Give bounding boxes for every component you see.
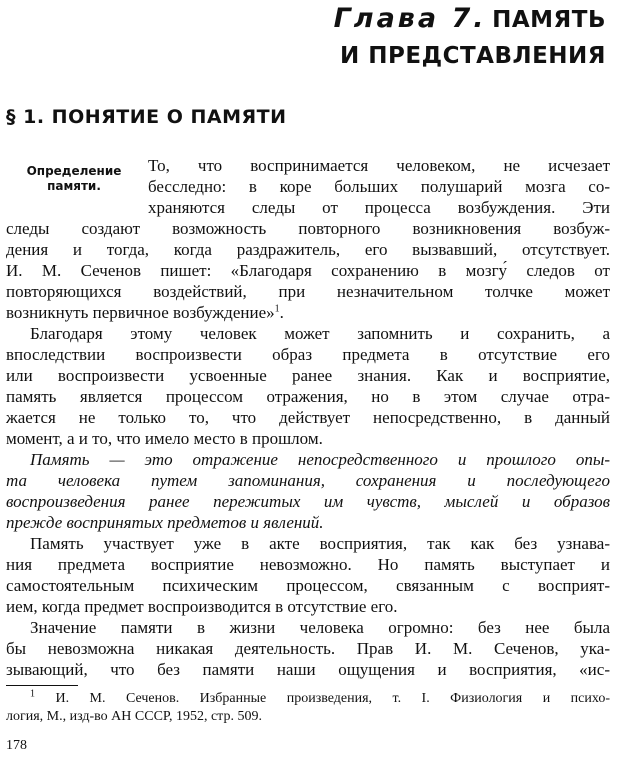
marginal-note-line1: Определение bbox=[26, 164, 122, 178]
footnote-line bbox=[6, 690, 610, 708]
text-line: впоследствии воспроизвести образ предмета в отсутствие его bbox=[6, 345, 610, 364]
chapter-heading bbox=[334, 2, 606, 73]
section-title: § 1. ПОНЯТИЕ О ПАМЯТИ bbox=[6, 106, 287, 128]
text-line: та человека путем запоминания, сохранения и последующего bbox=[6, 471, 610, 490]
footnote-divider bbox=[6, 685, 78, 686]
text-line: самостоятельным психическим процессом, связанным с восприят- bbox=[6, 576, 610, 595]
text-line: дения и тогда, когда раздражитель, его вызвавший, отсутствует. bbox=[6, 240, 610, 259]
text-line: ием, когда предмет воспроизводится в отсутствие его. bbox=[6, 597, 398, 616]
text-line: или воспроизвести усвоенные ранее знания. Как и восприятие, bbox=[6, 366, 610, 385]
footnote-mark: 1 bbox=[30, 688, 35, 700]
text-line: храняются следы от процесса возбуждения. Эти bbox=[148, 198, 610, 217]
text-line: момент, а и то, что имело место в прошлом. bbox=[6, 429, 323, 448]
paragraph-4 bbox=[6, 533, 610, 617]
chapter-label: Глава 7. bbox=[333, 3, 487, 34]
text-line: Память участвует уже в акте восприятия, так как без узнава- bbox=[30, 534, 610, 553]
text-line: бесследно: в коре больших полушарий мозга со- bbox=[148, 177, 610, 196]
text-line: И. М. Сеченов пишет: «Благодаря сохранению в мозгу́ следов от bbox=[6, 261, 610, 280]
footnote-mark: 1 bbox=[274, 303, 280, 315]
paragraph-2 bbox=[6, 323, 610, 449]
text-line: Значение памяти в жизни человека огромно: без нее была bbox=[30, 618, 610, 637]
text-line: Благодаря этому человек может запомнить и сохранить, а bbox=[30, 324, 610, 343]
text-line bbox=[6, 302, 610, 323]
text-line: повторяющихся воздействий, при незначительном толчке может bbox=[6, 282, 610, 301]
text-line: память является процессом отражения, но в этом случае отра- bbox=[6, 387, 610, 406]
text-line: Память — это отражение непосредственного и прошлого опы- bbox=[30, 450, 610, 469]
footnote bbox=[6, 690, 610, 726]
paragraph-1 bbox=[6, 155, 610, 323]
marginal-note-line2: памяти. bbox=[47, 179, 101, 193]
text-line-end: . bbox=[279, 303, 284, 322]
footnote-line2: логия, М., изд-во АН СССР, 1952, стр. 509. bbox=[6, 709, 262, 724]
page-number: 178 bbox=[6, 738, 27, 753]
text-line: следы создают возможность повторного возникновения возбуж- bbox=[6, 219, 610, 238]
text-line: жается не только то, что действует непосредственно, в данный bbox=[6, 408, 610, 427]
chapter-title-line2: И ПРЕДСТАВЛЕНИЯ bbox=[340, 43, 606, 69]
text-line: То, что воспринимается человеком, не исчезает bbox=[148, 156, 610, 175]
text-line: ния предмета восприятие невозможно. Но память выступает и bbox=[6, 555, 610, 574]
text-line-content: возникнуть первичное возбуждение» bbox=[6, 303, 275, 322]
footnote-line1: И. М. Сеченов. Избранные произведения, т. I. Физиология и психо- bbox=[55, 691, 610, 706]
text-line: бы невозможна никакая деятельность. Прав И. М. Сеченов, ука- bbox=[6, 639, 610, 658]
text-line: зывающий, что без памяти наши ощущения и восприятия, «ис- bbox=[6, 660, 610, 679]
text-line: воспроизведения ранее пережитых им чувств, мыслей и образов bbox=[6, 492, 610, 511]
chapter-title-line1: ПАМЯТЬ bbox=[492, 7, 606, 33]
paragraph-5 bbox=[6, 617, 610, 680]
paragraph-3-definition bbox=[6, 449, 610, 533]
text-line: прежде воспринятых предметов и явлений. bbox=[6, 513, 324, 532]
